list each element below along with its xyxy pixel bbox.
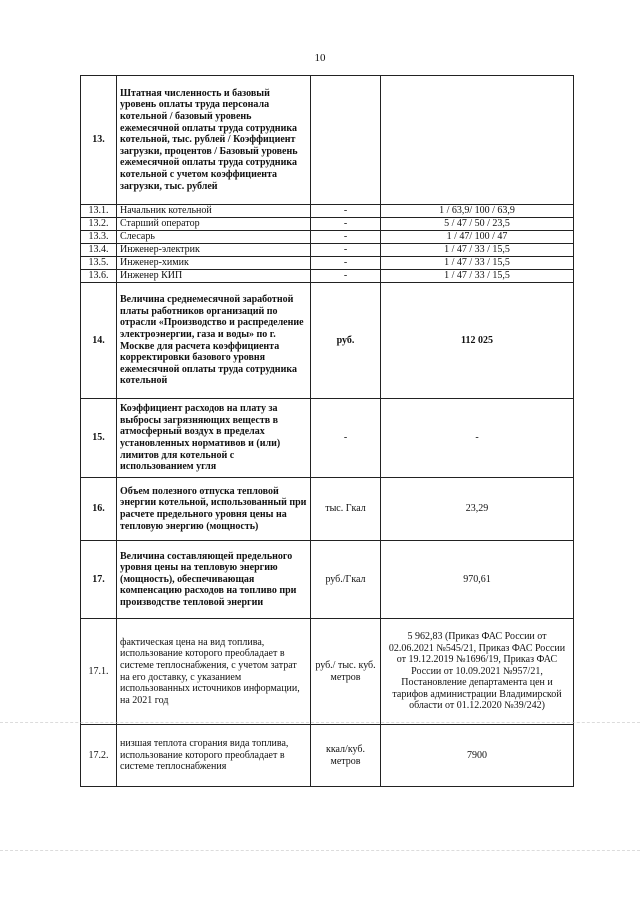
- row-unit: руб.: [311, 283, 381, 399]
- row-name: Коэффициент расходов на плату за выбросы загрязняющих веществ в атмосферный воздух в пределах установленных нормативов и (или) лимитов для котельной с использованием угля: [117, 399, 311, 478]
- table-row: [81, 283, 574, 399]
- row-unit: руб./ тыс. куб. метров: [311, 619, 381, 725]
- row-number: 13.4.: [81, 244, 117, 257]
- row-name: Начальник котельной: [117, 205, 311, 218]
- table-row: [81, 270, 574, 283]
- row-value: 7900: [381, 725, 574, 787]
- row-name: Штатная численность и базовый уровень оплаты труда персонала котельной / базовый уровень ежемесячной оплаты труда сотрудника котельной, тыс. рублей / Коэффициент загрузки, процентов / Базовый уровень ежемесячной оплаты труда сотрудника котельной с учетом коэффициента загрузки, тыс. рублей: [117, 76, 311, 205]
- table-row: [81, 76, 574, 205]
- row-unit: -: [311, 399, 381, 478]
- row-name: Объем полезного отпуска тепловой энергии котельной, использованный при расчете предельного уровня цены на тепловую энергию (мощность): [117, 478, 311, 541]
- row-number: 15.: [81, 399, 117, 478]
- row-name: Инженер-химик: [117, 257, 311, 270]
- table-row: [81, 619, 574, 725]
- row-unit: тыс. Гкал: [311, 478, 381, 541]
- row-value: 1 / 47 / 33 / 15,5: [381, 244, 574, 257]
- parameters-table: [80, 75, 574, 787]
- row-value: 23,29: [381, 478, 574, 541]
- row-unit: руб./Гкал: [311, 541, 381, 619]
- table-row: [81, 205, 574, 218]
- row-name: низшая теплота сгорания вида топлива, использование которого преобладает в системе теплоснабжения: [117, 725, 311, 787]
- row-value: 1 / 47/ 100 / 47: [381, 231, 574, 244]
- row-value: -: [381, 399, 574, 478]
- row-name: Величина составляющей предельного уровня цены на тепловую энергию (мощность), обеспечивающая компенсацию расходов на топливо при производстве тепловой энергии: [117, 541, 311, 619]
- row-name: Старший оператор: [117, 218, 311, 231]
- page-number: 10: [314, 52, 326, 64]
- row-unit: -: [311, 231, 381, 244]
- row-value: 112 025: [381, 283, 574, 399]
- table-row: [81, 399, 574, 478]
- row-name: Инженер-электрик: [117, 244, 311, 257]
- row-number: 16.: [81, 478, 117, 541]
- table-row: [81, 541, 574, 619]
- row-number: 13.3.: [81, 231, 117, 244]
- row-unit: [311, 76, 381, 205]
- row-number: 17.: [81, 541, 117, 619]
- row-number: 13.5.: [81, 257, 117, 270]
- row-value: 1 / 47 / 33 / 15,5: [381, 257, 574, 270]
- scan-artifact-line: [0, 850, 640, 851]
- row-name: Слесарь: [117, 231, 311, 244]
- row-value: 1 / 47 / 33 / 15,5: [381, 270, 574, 283]
- table-row: [81, 478, 574, 541]
- row-unit: -: [311, 270, 381, 283]
- row-unit: -: [311, 218, 381, 231]
- scan-artifact-line: [0, 722, 640, 723]
- row-unit: -: [311, 257, 381, 270]
- row-unit: -: [311, 244, 381, 257]
- row-value: 970,61: [381, 541, 574, 619]
- row-name: Инженер КИП: [117, 270, 311, 283]
- row-number: 17.2.: [81, 725, 117, 787]
- row-number: 17.1.: [81, 619, 117, 725]
- row-unit: ккал/куб. метров: [311, 725, 381, 787]
- table-row: [81, 257, 574, 270]
- row-value: 5 / 47 / 50 / 23,5: [381, 218, 574, 231]
- table-row: [81, 725, 574, 787]
- table-row: [81, 231, 574, 244]
- row-number: 13.1.: [81, 205, 117, 218]
- table-row: [81, 244, 574, 257]
- row-number: 14.: [81, 283, 117, 399]
- row-value: [381, 76, 574, 205]
- table-row: [81, 218, 574, 231]
- row-number: 13.2.: [81, 218, 117, 231]
- row-value: 1 / 63,9/ 100 / 63,9: [381, 205, 574, 218]
- row-unit: -: [311, 205, 381, 218]
- row-number: 13.6.: [81, 270, 117, 283]
- row-number: 13.: [81, 76, 117, 205]
- row-value: 5 962,83 (Приказ ФАС России от 02.06.2021 №545/21, Приказ ФАС России от 19.12.2019 №1696/19, Приказ ФАС России от 10.09.2021 №957/21, Постановление департамента цен и тарифов администрации Владимирской области от 01.12.2020 №39/242): [381, 619, 574, 725]
- row-name: Величина среднемесячной заработной платы работников организаций по отрасли «Производство и распределение электроэнергии, газа и воды» по г. Москве для расчета коэффициента корректировки базового уровня ежемесячной оплаты труда сотрудника котельной: [117, 283, 311, 399]
- row-name: фактическая цена на вид топлива, использование которого преобладает в системе теплоснабжения, с учетом затрат на его доставку, с указанием использованных источников информации, на 2021 год: [117, 619, 311, 725]
